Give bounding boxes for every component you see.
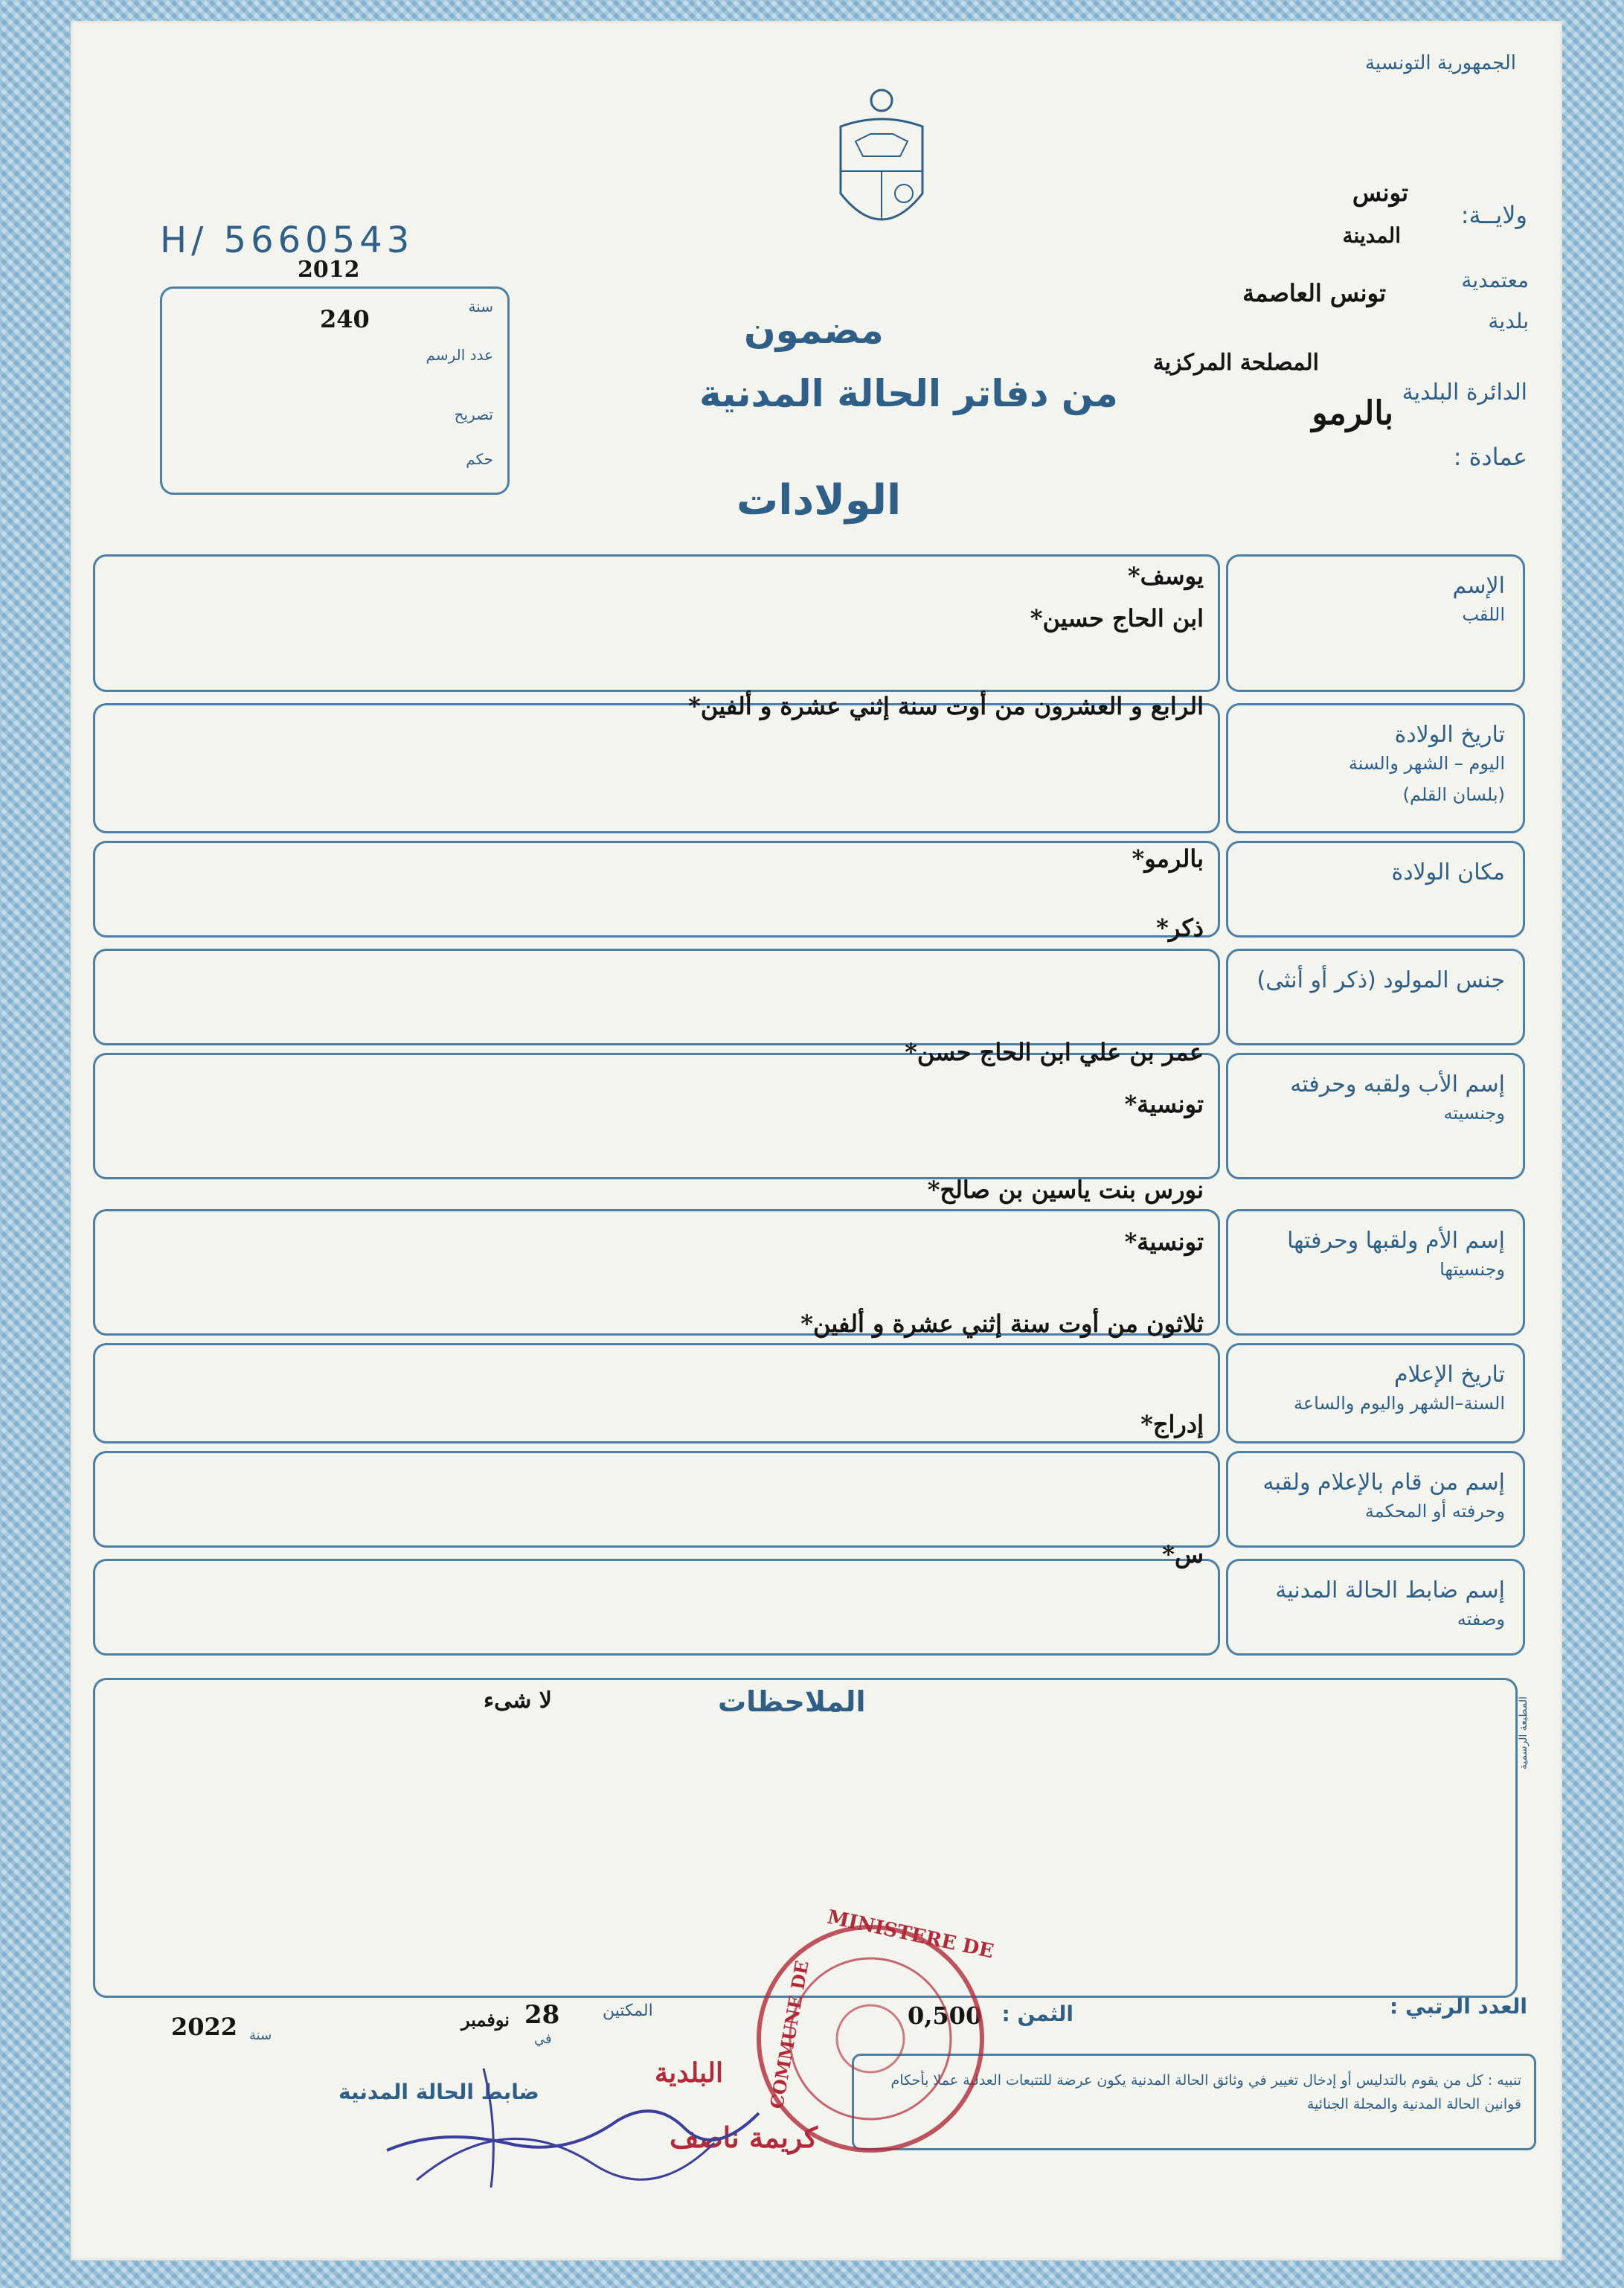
row-value: تونسية* [1124,1090,1204,1118]
stamp-text-name: كريمة ناصف [670,2121,818,2154]
side-print-label: المطبعة الرسمية [1518,1696,1530,1770]
district-value: بالرمو [1312,394,1393,432]
signature-icon [372,2039,789,2202]
row-label: إسم الأم ولقبها وحرفتها [1287,1228,1505,1254]
row-value: نورس بنت ياسين بن صالح* [927,1176,1204,1204]
tunisia-emblem-icon [826,82,937,253]
row-value: إدراج* [1140,1410,1204,1438]
stamp-text-left: COMMUNE DE [766,1958,813,2111]
row-value-box [93,703,1220,833]
row-label-box [1226,949,1525,1045]
delegation-value: تونس العاصمة [1242,279,1386,307]
row-label: وجنسيتها [1440,1259,1505,1280]
row-label: إسم ضابط الحالة المدنية [1275,1577,1505,1603]
warning-text: تنبيه : كل من يقوم بالتدليس أو إدخال تغيير في وثائق الحالة المدنية يكون عرضة للتتبعات العدلية عملا بأحكام قوانين الحالة المدنية والمجلة الجنائية [890,2072,1521,2112]
date-day: 28 [524,2000,560,2030]
row-label: مكان الولادة [1391,859,1505,885]
row-label: (بلسان القلم) [1402,784,1505,805]
delegation-label: معتمدية [1461,268,1529,292]
row-value: ثلاثون من أوت سنة إثني عشرة و ألفين* [800,1310,1204,1338]
row-label-box [1226,1451,1525,1548]
row-label: إسم من قام بالإعلام ولقبه [1262,1470,1505,1496]
title-extract: مضمون [744,309,884,352]
serial-number: H/ 5660543 [160,219,414,261]
ref-label-judgment: حكم [466,450,493,468]
district-label: الدائرة البلدية [1402,379,1527,406]
title-registers: من دفاتر الحالة المدنية [699,372,1118,415]
stamp-text-top: MINISTERE DE [825,1906,996,1964]
row-label: الإسم [1452,573,1505,599]
date-month: نوفمبر [461,2009,510,2031]
row-value-box [93,949,1220,1045]
governorate-label: ولايــة: [1460,201,1527,229]
city-value: المدينة [1342,223,1401,248]
ref-label-year: سنة [468,298,493,315]
ref-label-declaration: تصريح [454,406,493,423]
row-label: تاريخ الإعلام [1393,1362,1505,1388]
row-label: السنة–الشهر واليوم والساعة [1293,1393,1505,1414]
order-number-label: العدد الرتبي : [1390,1994,1527,2019]
row-value: ذكر* [1156,914,1204,942]
year-label: سنة [249,2028,272,2043]
row-label-box [1226,1559,1525,1656]
municipality-label: بلدية [1488,309,1529,333]
row-label-box [1226,841,1525,938]
stamp-text-municipality: البلدية [655,2057,723,2089]
republic-label: الجمهورية التونسية [1364,52,1516,74]
row-value: تونسية* [1124,1228,1204,1256]
row-value: س* [1162,1540,1204,1568]
row-label: إسم الأب ولقبه وحرفته [1290,1071,1505,1097]
row-value-box [93,1451,1220,1548]
row-label: وصفته [1457,1609,1505,1630]
remarks-label: الملاحظات [718,1685,866,1718]
place-label: المكتين [603,2002,653,2020]
row-label: اليوم – الشهر والسنة [1348,753,1505,774]
section-title-births: الولادات [736,476,902,525]
row-label: جنس المولود (ذكر أو أنثى) [1256,967,1505,993]
year-value: 2022 [171,2013,238,2041]
governorate-value: تونس [1352,179,1408,207]
row-label: اللقب [1462,604,1505,625]
ref-label-number: عدد الرسم [426,346,493,364]
row-value: الرابع و العشرون من أوت سنة إثني عشرة و ألفين* [688,692,1204,720]
remarks-value: لا شىء [484,1688,552,1714]
central-service: المصلحة المركزية [1152,350,1319,376]
ref-number: 240 [320,305,370,333]
row-label: تاريخ الولادة [1394,722,1505,748]
row-label: وجنسيته [1443,1103,1505,1124]
row-value-box [93,1559,1220,1656]
row-value: بالرمو* [1132,845,1204,873]
row-label: وحرفته أو المحكمة [1364,1501,1505,1522]
price-value: 0,500 [908,2002,983,2030]
imada-label: عمادة : [1453,443,1527,471]
ref-year: 2012 [298,257,360,283]
price-label: الثمن : [1001,2002,1073,2026]
row-value: يوسف* [1127,562,1204,590]
officer-label: ضابط الحالة المدنية [338,2080,539,2104]
date-fi: في [534,2031,552,2047]
row-value: ابن الحاج حسين* [1030,604,1204,632]
row-value: عمر بن علي ابن الحاج حسن* [905,1038,1204,1066]
